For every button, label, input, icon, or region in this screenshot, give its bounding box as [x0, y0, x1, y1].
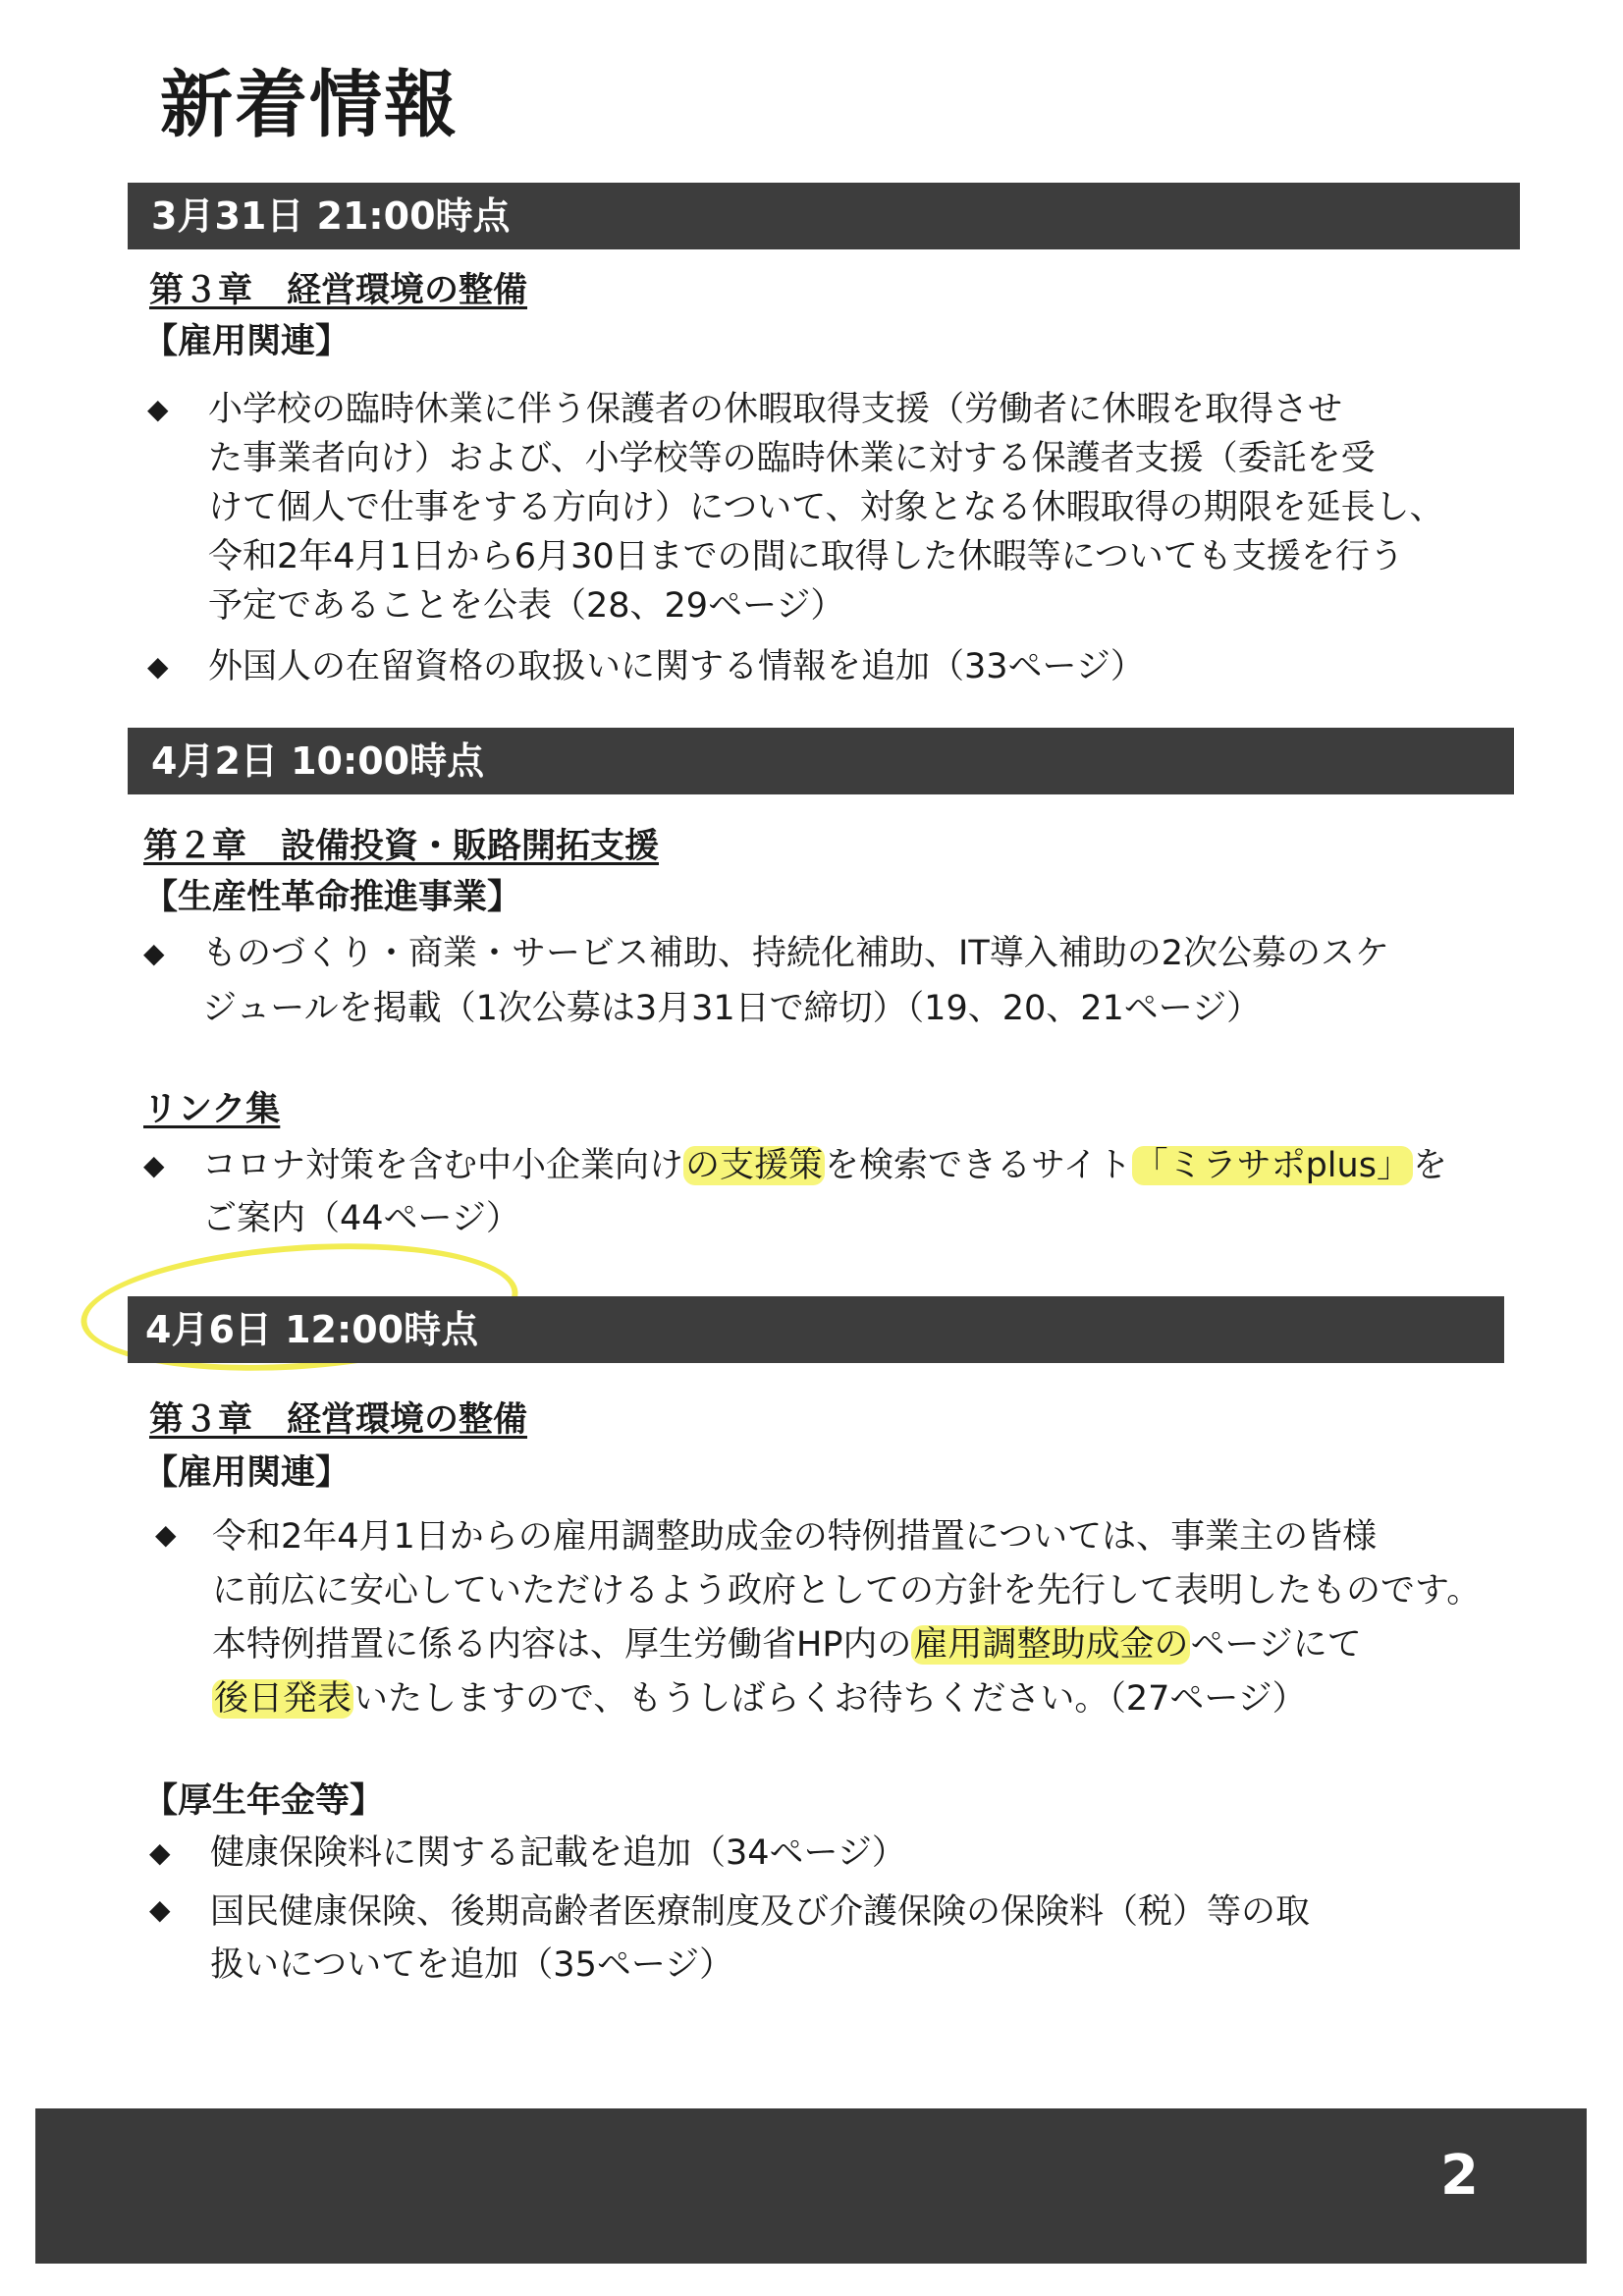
item-line: 予定であることを公表（28、29ページ） [208, 586, 845, 626]
item-line: 扱いについてを追加（35ページ） [210, 1945, 734, 1985]
list-item [147, 642, 1522, 691]
highlight-text: 「ミラサポplus」 [1133, 1146, 1411, 1185]
list-item [149, 1829, 1524, 1878]
highlight-text: の支援策 [685, 1146, 824, 1185]
diamond-bullet-icon: ◆ [143, 937, 165, 969]
date-label: 4月6日 12:00時点 [145, 1308, 479, 1351]
diamond-bullet-icon: ◆ [147, 393, 169, 425]
item-text: ページにて [1190, 1625, 1362, 1665]
diamond-bullet-icon: ◆ [147, 650, 169, 683]
page-number: 2 [1440, 2144, 1479, 2208]
category-heading: 【生産性革命推進事業】 [143, 878, 522, 917]
links-heading: リンク集 [143, 1090, 281, 1129]
diamond-bullet-icon: ◆ [143, 1149, 165, 1181]
chapter-heading: 第２章 設備投資・販路開拓支援 [143, 827, 660, 866]
date-label: 3月31日 21:00時点 [151, 194, 511, 238]
item-line: ご案内（44ページ） [202, 1199, 520, 1238]
item-line: 健康保険料に関する記載を追加（34ページ） [210, 1833, 906, 1873]
link-text: を検索できるサイト [825, 1146, 1132, 1185]
item-line: 外国人の在留資格の取扱いに関する情報を追加（33ページ） [208, 647, 1145, 686]
item-line: ジュールを掲載（1次公募は3月31日で締切）（19、20、21ページ） [202, 989, 1262, 1028]
list-item [143, 929, 1518, 1027]
page-title: 新着情報 [160, 63, 459, 147]
link-text: を [1412, 1146, 1447, 1185]
item-line: た事業者向け）および、小学校等の臨時休業に対する保護者支援（委託を受 [208, 439, 1376, 478]
item-line: 小学校の臨時休業に伴う保護者の休暇取得支援（労働者に休暇を取得させ [208, 390, 1343, 429]
item-text: 本特例措置に係る内容は、厚生労働省HP内の [212, 1625, 912, 1665]
highlight-text: 雇用調整助成金の [913, 1625, 1189, 1665]
date-label: 4月2日 10:00時点 [151, 739, 485, 783]
item-text: いたしますので、もうしばらくお待ちください。（27ページ） [353, 1679, 1307, 1719]
diamond-bullet-icon: ◆ [149, 1893, 171, 1926]
link-text: コロナ対策を含む中小企業向け [202, 1146, 684, 1185]
item-line: 令和2年4月1日からの雇用調整助成金の特例措置については、事業主の皆様 [212, 1517, 1378, 1557]
date-bar-4-6 [128, 1296, 1504, 1363]
diamond-bullet-icon: ◆ [155, 1518, 177, 1551]
item-line: ものづくり・商業・サービス補助、持続化補助、IT導入補助の2次公募のスケ [202, 934, 1389, 973]
footer-bar [35, 2108, 1587, 2264]
category-heading: 【厚生年金等】 [143, 1781, 385, 1821]
list-item [155, 1510, 1530, 1726]
item-line: 国民健康保険、後期高齢者医療制度及び介護保険の保険料（税）等の取 [210, 1892, 1311, 1932]
date-bar-3-31 [128, 183, 1520, 249]
list-item [149, 1886, 1524, 1994]
item-line: に前広に安心していただけるよう政府としての方針を先行して表明したものです。 [212, 1571, 1482, 1611]
list-item [147, 385, 1522, 630]
diamond-bullet-icon: ◆ [149, 1836, 171, 1869]
category-heading: 【雇用関連】 [143, 322, 351, 361]
chapter-heading: 第３章 経営環境の整備 [149, 1400, 528, 1440]
chapter-heading: 第３章 経営環境の整備 [149, 271, 528, 310]
highlight-text: 後日発表 [214, 1679, 352, 1719]
item-line: けて個人で仕事をする方向け）について、対象となる休暇取得の期限を延長し、 [208, 488, 1444, 527]
list-item [143, 1141, 1518, 1239]
date-bar-4-2 [128, 728, 1514, 794]
item-line: 令和2年4月1日から6月30日までの間に取得した休暇等についても支援を行う [208, 537, 1404, 576]
category-heading: 【雇用関連】 [143, 1453, 351, 1493]
